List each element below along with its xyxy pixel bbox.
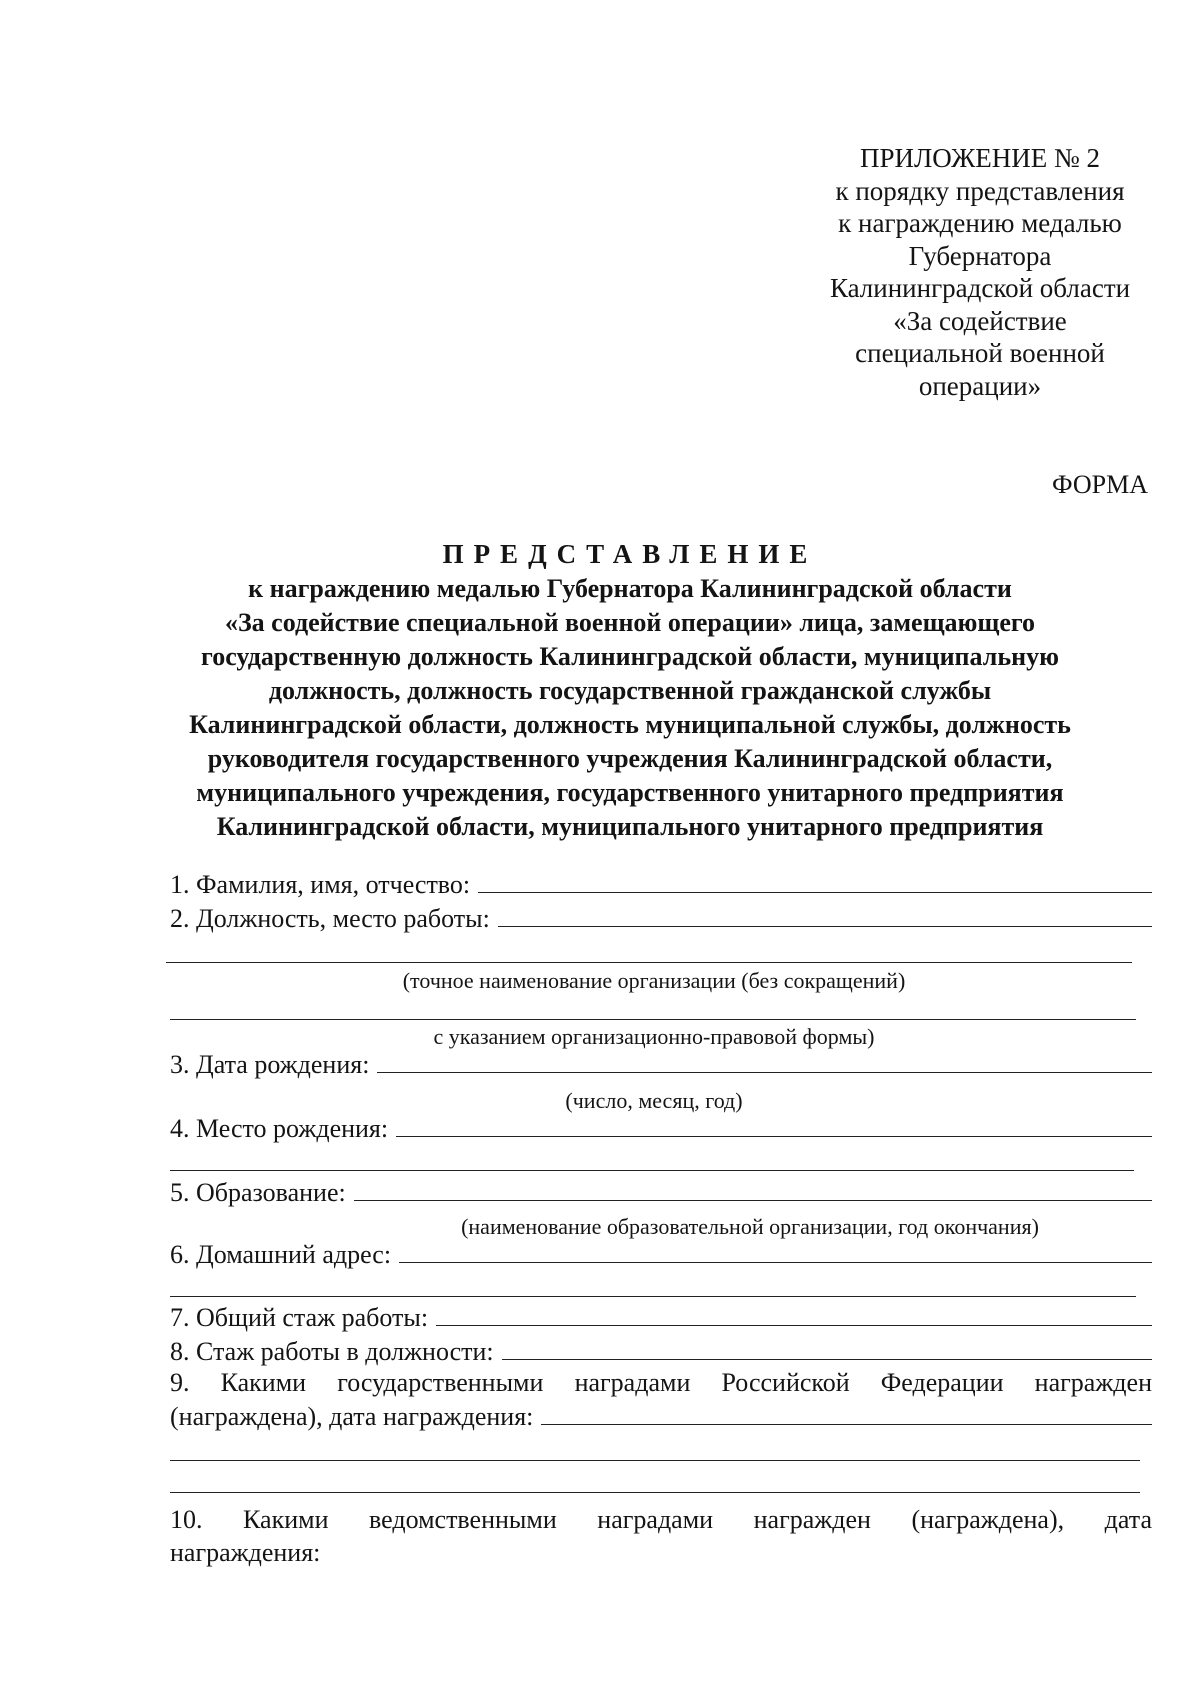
position-line-2[interactable] xyxy=(166,962,1132,963)
document-title xyxy=(100,536,1160,844)
field-word: дата xyxy=(1104,1505,1152,1534)
total-experience-line[interactable] xyxy=(436,1305,1152,1326)
birth-date-hint: (число, месяц, год) xyxy=(565,1088,743,1113)
field-state-awards-date xyxy=(170,1402,1152,1432)
title-line: к награждению медалью Губернатора Калининградской области xyxy=(248,574,1012,603)
appendix-line: «За содействие xyxy=(893,305,1067,336)
field-label: 7. Общий стаж работы: xyxy=(170,1303,429,1332)
field-birth-date xyxy=(170,1050,1152,1080)
field-home-address xyxy=(170,1240,1152,1270)
appendix-line: специальной военной xyxy=(855,338,1105,368)
appendix-line: к награждению медалью xyxy=(838,208,1122,238)
position-line-3[interactable] xyxy=(170,1019,1136,1020)
position-line[interactable] xyxy=(498,906,1152,927)
field-word: ведомственными xyxy=(369,1505,557,1534)
appendix-line: ПРИЛОЖЕНИЕ № 2 xyxy=(859,143,1101,173)
field-word: Какими xyxy=(220,1368,307,1397)
field-birth-place xyxy=(170,1114,1152,1144)
title-line: «За содействие специальной военной операции» лица, замещающего xyxy=(224,608,1036,637)
appendix-line: к порядку представления xyxy=(835,175,1125,206)
title-line: руководителя государственного учреждения Калининградской области, xyxy=(207,744,1053,773)
field-label: 3. Дата рождения: xyxy=(170,1050,370,1079)
field-position xyxy=(170,904,1152,934)
field-word: 9. xyxy=(170,1368,190,1397)
legal-form-hint: с указанием организационно-правовой формы) xyxy=(433,1024,875,1049)
appendix-block xyxy=(800,142,1160,402)
field-word: государственными xyxy=(337,1368,544,1397)
field-word: Федерации xyxy=(880,1368,1004,1397)
field-word: наградами xyxy=(597,1505,714,1534)
title-heading: ПРЕДСТАВЛЕНИЕ xyxy=(442,539,818,569)
field-state-awards xyxy=(170,1368,1152,1398)
title-line: должность, должность государственной гражданской службы xyxy=(268,676,992,705)
field-word: Какими xyxy=(243,1505,329,1534)
field-label: 8. Стаж работы в должности: xyxy=(170,1337,494,1366)
form-label: ФОРМА xyxy=(1052,470,1148,499)
appendix-line: Губернатора xyxy=(908,240,1052,271)
state-awards-line-2[interactable] xyxy=(170,1460,1140,1461)
field-total-experience xyxy=(170,1303,1152,1333)
birth-date-line[interactable] xyxy=(377,1052,1152,1073)
field-label: 2. Должность, место работы: xyxy=(170,904,490,933)
departmental-awards-date-label: награждения: xyxy=(170,1538,321,1567)
birth-place-line[interactable] xyxy=(396,1116,1152,1137)
organization-hint: (точное наименование организации (без сокращений) xyxy=(402,968,906,993)
field-word: (награждена), xyxy=(911,1505,1065,1534)
field-label: (награждена), дата награждения: xyxy=(170,1402,534,1431)
title-line: государственную должность Калининградской области, муниципальную xyxy=(201,642,1059,671)
title-line: Калининградской области, муниципального унитарного предприятия xyxy=(216,812,1044,841)
field-label: 4. Место рождения: xyxy=(170,1114,389,1143)
title-line: Калининградской области, должность муниципальной службы, должность xyxy=(189,710,1071,739)
education-line[interactable] xyxy=(354,1180,1152,1201)
state-awards-line[interactable] xyxy=(541,1404,1152,1425)
field-label: 1. Фамилия, имя, отчество: xyxy=(170,870,471,899)
field-education xyxy=(170,1178,1152,1208)
field-word: Российской xyxy=(721,1368,850,1397)
field-full-name xyxy=(170,870,1152,900)
home-address-line[interactable] xyxy=(399,1242,1152,1263)
home-address-line-2[interactable] xyxy=(170,1296,1136,1297)
field-departmental-awards xyxy=(170,1505,1152,1535)
field-word: 10. xyxy=(170,1505,203,1534)
position-experience-line[interactable] xyxy=(502,1339,1152,1360)
appendix-line: Калининградской области xyxy=(829,273,1131,303)
appendix-line: операции» xyxy=(918,370,1042,401)
field-label: 5. Образование: xyxy=(170,1178,346,1207)
field-position-experience xyxy=(170,1337,1152,1367)
education-hint: (наименование образовательной организации, год окончания) xyxy=(461,1214,1039,1239)
birth-place-line-2[interactable] xyxy=(170,1170,1134,1171)
full-name-line[interactable] xyxy=(478,872,1152,893)
field-word: наградами xyxy=(574,1368,691,1397)
title-line: муниципального учреждения, государственного унитарного предприятия xyxy=(196,778,1064,807)
field-word: награжден xyxy=(1034,1368,1152,1397)
field-label: 6. Домашний адрес: xyxy=(170,1240,392,1269)
field-word: награжден xyxy=(753,1505,871,1534)
state-awards-line-3[interactable] xyxy=(170,1492,1140,1493)
